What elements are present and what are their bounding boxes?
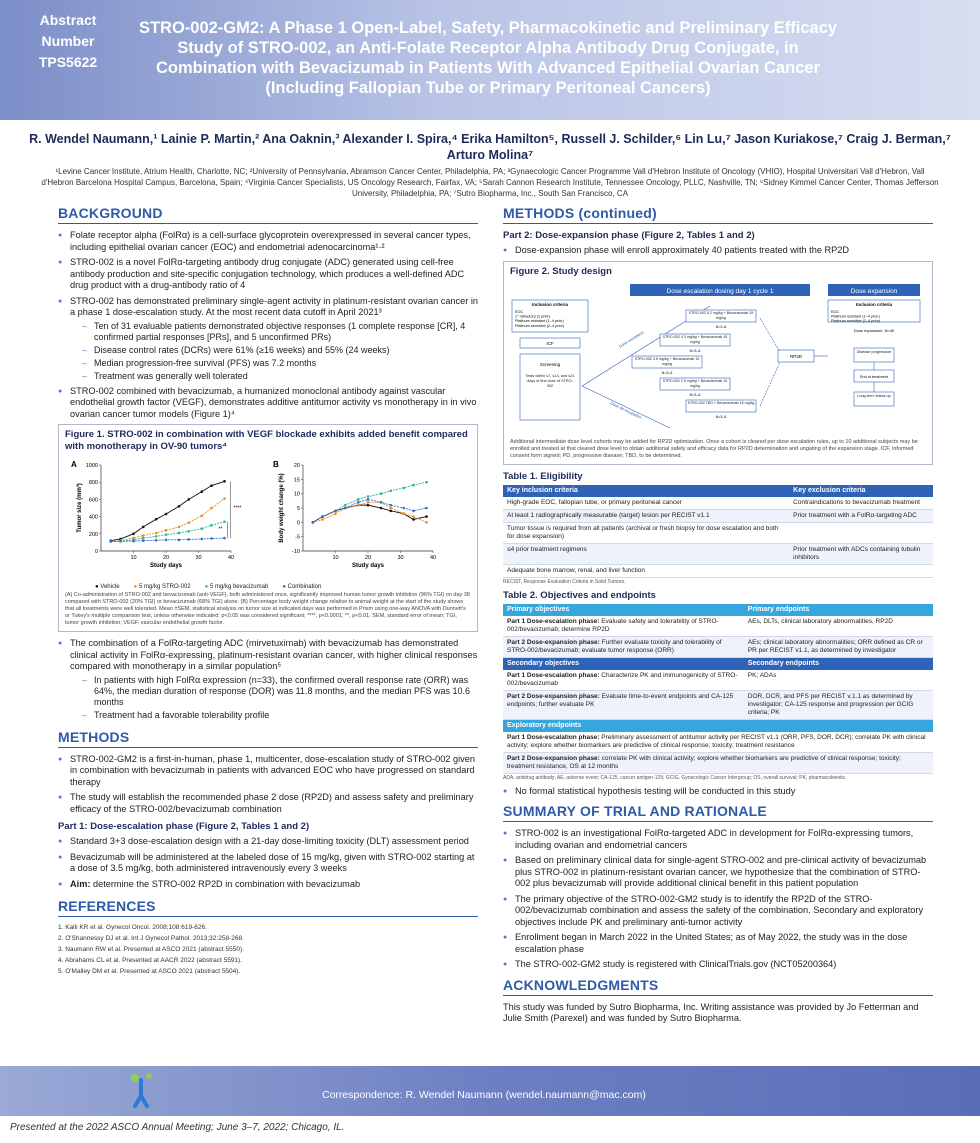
screening-label: Screening — [539, 361, 561, 367]
data-point — [389, 510, 392, 513]
left-column — [58, 205, 478, 978]
right-column — [503, 205, 933, 1025]
dose-tbd-text: STRO-002 TBD + Bevacizumab 15 mg/kg — [687, 400, 755, 405]
table-header: Secondary endpoints — [744, 657, 933, 670]
poster-title: STRO-002-GM2: A Phase 1 Open-Label, Safety, Pharmacokinetic and Preliminary Efficacy Study of STRO-002, an Anti-Folate Receptor Alpha Antibody Drug Conjugate, in Combination with Bevacizumab in Patients With Advanced Epithelial Ovarian Cancer (Including Fallopian Tube or Primary Peritoneal Cancers) — [138, 19, 838, 97]
dose-2-9-text: STRO-002 2.9 mg/kg + Bevacizumab 15 mg/kg — [662, 378, 728, 387]
dose-5-2-text: STRO-002 5.2 mg/kg + Bevacizumab 15 mg/kg — [688, 310, 754, 319]
data-point — [334, 510, 337, 513]
table-cell: DOR, DCR, and PFS per RECIST v.1.1 as determined by investigator; CA-125 response and progression per GCIG criteria; PK — [744, 690, 933, 719]
summary-list — [503, 828, 933, 971]
table-header-row — [503, 657, 933, 670]
aim-label: Aim: — [70, 878, 91, 889]
phase-label: Part 1 Dose-escalation phase: — [507, 733, 600, 741]
figure-2-title: Figure 2. Study design — [510, 265, 612, 277]
table-header-row — [503, 604, 933, 616]
legend-bevacizumab: ● 5 mg/kg bevacizumab — [204, 584, 269, 590]
phase-label: Part 2 Dose-expansion phase: — [507, 638, 600, 646]
background-bullet: ● STRO-002 combined with bevacizumab, a humanized monoclonal antibody against vascular endothelial growth factor (VEGF), demonstrates additive antitumor activity vs monotherapy in in vivo ovarian cancer tumor models (Figure 1)⁴ — [58, 386, 478, 421]
data-point — [402, 507, 405, 510]
data-point — [142, 539, 145, 542]
figure-1-title: Figure 1. STRO-002 in combination with VEGF blockade exhibits added benefit compared with monotherapy in OV-90 tumors⁴ — [65, 429, 468, 452]
table-cell — [503, 690, 744, 719]
data-point — [321, 515, 324, 518]
data-point — [321, 518, 324, 521]
y-tick-label: 600 — [88, 497, 98, 504]
reference-item: 5. O'Malley DM et al. Presented at ASCO 2021 (abstract 5504). — [58, 968, 241, 975]
summary-bullet: ● The STRO-002-GM2 study is registered with ClinicalTrials.gov (NCT05200364) — [503, 959, 933, 971]
follow-up-label: Long-term follow-up — [857, 393, 891, 398]
references-list — [58, 923, 478, 977]
legend-stro002: ● 5 mg/kg STRO-002 — [133, 584, 191, 590]
figure-2-note: Additional intermediate dose level cohorts may be added for RP2D optimization. Once a cohort is cleared per dose escalation rules, up to 10 additional subjects may be enrolled and treated at that cleared dose level to obtain additional safety and efficacy data for RP2D determination and ungating of the expansion stage. ICF, informed consent form signed; PD, progressive disease; TBD, to be determined. — [510, 438, 918, 459]
antibody-icon — [115, 1066, 195, 1116]
progression-wrap — [854, 348, 894, 362]
dose-box-5-2-wrap — [686, 310, 756, 322]
methods-bullet: ● The study will establish the recommended phase 2 dose (RP2D) and assess safety and preliminary efficacy of the STRO-002/bevacizumab combination — [58, 792, 478, 815]
data-point — [367, 504, 370, 507]
reference-item: 1. Kalli KR et al. Gynecol Oncol. 2008;108:619-626. — [58, 924, 207, 931]
sub-bullet: – Disease control rates (DCRs) were 61% (≥16 weeks) and 55% (24 weeks) — [70, 345, 478, 356]
x-tick-label: 10 — [332, 555, 339, 561]
data-point — [187, 538, 190, 541]
objective-text: Further evaluate toxicity and tolerability of STRO-002/bevacizumab; evaluate tumor response (ORR) — [507, 638, 722, 654]
table-cell: Contraindications to bevacizumab treatment — [789, 497, 933, 510]
x-tick-label: 30 — [397, 555, 404, 561]
summary-bullet: ● Based on preliminary clinical data for single-agent STRO-002 and pre-clinical activity of bevacizumab plus STRO-002 in platinum-resistant ovarian cancer, we hypothesize that the combination of STRO-002 plus bevacizumab will provide additional clinical benefit in this patient population — [503, 855, 933, 890]
dose-boxes — [632, 310, 756, 419]
data-point — [187, 498, 190, 501]
table-header: Secondary objectives — [503, 657, 744, 670]
objective-text: Evaluate safety and tolerability of STRO-002/bevacizumab; determine RP2D — [507, 617, 719, 633]
y-tick-label: 10 — [293, 491, 300, 498]
objective-text: Preliminary assessment of antitumor activity per RECIST v1.1 (ORR, PFS, DOR, DCR); correlate PK with clinical activity; explore whether biomarkers are predictive of clinical response; toxicity; treatment resistance — [507, 733, 926, 749]
sub-bullet: – Ten of 31 evaluable patients demonstrated objective responses (1 complete response [CR], 4 confirmed partial responses [PRs], and 5 unconfirmed PRs) — [70, 321, 478, 343]
rp2d-label: RP2D — [789, 353, 803, 359]
y-tick-label: 5 — [296, 506, 300, 512]
significance-label: ** — [218, 526, 223, 533]
data-point — [367, 501, 370, 504]
table-row — [503, 732, 933, 753]
sub-bullet: – In patients with high FolRα expression (n=33), the confirmed overall response rate (ORR) was 64%, the median duration of response (DOR) was 11.8 months, and the median PFS was 10.6 months — [70, 675, 478, 708]
data-point — [223, 537, 226, 540]
n-label: N=3–6 — [689, 392, 701, 397]
data-point — [389, 490, 392, 493]
dose-box-tbd-wrap — [686, 400, 756, 412]
n-label: N=3–6 — [661, 370, 673, 375]
reference-item: 2. O'Shannessy DJ et al. Int J Gynecol Pathol. 2013;32:258-268. — [58, 935, 244, 942]
inclusion-right-text: EOC Platinum resistant (1–4 prior) Platinum sensitive (2–4 prior) — [831, 309, 881, 323]
data-point — [142, 526, 145, 529]
table-header-row — [503, 485, 933, 497]
tests-label-wrap — [524, 374, 576, 414]
methods-heading: METHODS — [58, 729, 478, 748]
table-cell — [503, 732, 933, 753]
correspondence: Correspondence: R. Wendel Naumann (wendel.naumann@mac.com) — [322, 1089, 646, 1101]
data-point — [210, 524, 213, 527]
figure-1 — [58, 424, 478, 632]
phase-label: Part 1 Dose-escalation phase: — [507, 617, 600, 625]
background-bullet — [58, 638, 478, 721]
data-point — [357, 504, 360, 507]
summary-bullet: ● The primary objective of the STRO-002-GM2 study is to identify the RP2D of the STRO-002/bevacizumab combination and assess the safety of the combination. Secondary and exploratory objectives include PK and preliminary anti-tumor activity — [503, 894, 933, 929]
data-point — [344, 504, 347, 507]
table-cell — [789, 564, 933, 577]
tests-label: Tests within ≤7, ≤14, and ≤21 days of first dose of STRO-002 — [525, 373, 575, 388]
methods-list — [58, 754, 478, 816]
n-label: N=3–6 — [715, 324, 727, 329]
x-tick-label: 20 — [364, 555, 372, 561]
flow-line — [760, 318, 780, 352]
legend-label: Vehicle — [100, 584, 120, 590]
data-point — [155, 535, 158, 538]
summary-bullet: ● STRO-002 is an investigational FolRα-targeted ADC in development for FolRα-expressing tumors, including ovarian and endometrial cancers — [503, 828, 933, 851]
data-point — [380, 507, 383, 510]
table-row — [503, 564, 933, 577]
data-point — [357, 501, 360, 504]
data-point — [200, 538, 203, 541]
data-point — [223, 520, 226, 523]
data-point — [412, 484, 415, 487]
data-point — [142, 534, 145, 537]
data-point — [412, 518, 415, 521]
progression-label: Disease progression — [856, 349, 892, 354]
series-line — [313, 499, 427, 522]
table-row — [503, 636, 933, 657]
table-row — [503, 670, 933, 691]
background-sublist — [70, 675, 478, 721]
data-point — [119, 540, 122, 543]
aim-text: determine the STRO-002 RP2D in combination with bevacizumab — [92, 878, 361, 889]
bullet-text: STRO-002 has demonstrated preliminary single-agent activity in platinum-resistant ovarian cancer in a phase 1 dose-escalation study. At the most recent data cutoff in April 2021³ — [70, 295, 479, 317]
expansion-n-label: Dose expansion, N=40 — [853, 327, 895, 333]
table-header-row — [503, 719, 933, 732]
background-bullet — [58, 296, 478, 382]
study-design-diagram — [510, 282, 926, 432]
table-cell: ≤4 prior treatment regimens — [503, 543, 789, 564]
dose-box-2-9-wrap — [660, 378, 730, 390]
data-point — [425, 507, 428, 510]
table-row — [503, 543, 933, 564]
x-axis-label: Study days — [149, 563, 183, 569]
data-point — [200, 514, 203, 517]
data-point — [155, 539, 158, 542]
sub-bullet: – Treatment was generally well tolerated — [70, 371, 478, 382]
data-point — [178, 539, 181, 542]
data-point — [200, 527, 203, 530]
data-point — [389, 507, 392, 510]
dose-4-3-text: STRO-002 4.3 mg/kg + Bevacizumab 15 mg/kg — [662, 334, 728, 343]
stats-list — [503, 786, 933, 798]
table-row — [503, 522, 933, 543]
table-header: Key exclusion criteria — [789, 485, 933, 497]
table-row — [503, 616, 933, 637]
part2-bullet: ● Dose-expansion phase will enroll approximately 40 patients treated with the RP2D — [503, 245, 933, 257]
affiliations: ¹Levine Cancer Institute, Atrium Health, Charlotte, NC; ²University of Pennsylvania, Abramson Cancer Center, Philadelphia, PA; ³Gynaecologic Cancer Programme Vall d'Hebron Institute of Oncology (VHIO), Hospital Universitari Vall d'Hebron, Vall d'Hebron Barcelona Hospital Campus, Barcelona, Spain; ⁴Virginia Cancer Specialists, US Oncology Research, Fairfax, VA; ⁵Sarah Cannon Research Institute, Tennessee Oncology, PLLC, Nashville, TN; ⁶Sidney Kimmel Cancer Center, Thomas Jefferson University, Philadelphia, PA; ⁷Sutro Biopharma, Inc., South San Francisco, CA — [41, 167, 939, 198]
y-tick-label: 400 — [88, 514, 98, 521]
table-cell: Adequate bone marrow, renal, and liver function — [503, 564, 789, 577]
legend-label: 5 mg/kg bevacizumab — [209, 584, 269, 590]
part1-bullet: ● Standard 3+3 dose-escalation design with a 21-day dose-limiting toxicity (DLT) assessment period — [58, 836, 478, 848]
dose-escalation-label: Dose escalation — [617, 329, 645, 349]
panel-label: A — [71, 460, 77, 469]
methods-continued-heading: METHODS (continued) — [503, 205, 933, 224]
flow-line — [760, 362, 780, 406]
icf-label: ICF — [546, 340, 554, 346]
data-point — [165, 529, 168, 532]
part1-list — [58, 836, 478, 890]
data-point — [223, 497, 226, 500]
y-axis-label: Tumor size (mm³) — [77, 483, 83, 533]
legend-label: 5 mg/kg STRO-002 — [138, 584, 191, 590]
data-point — [200, 490, 203, 493]
x-tick-label: 20 — [162, 555, 170, 561]
data-point — [178, 532, 181, 535]
ack-text: This study was funded by Sutro Biopharma, Inc. Writing assistance was provided by Jo Fetterman and Julie Smith (Parexel) and was funded by Sutro Biopharma. — [503, 1001, 919, 1023]
background-list-2 — [58, 638, 478, 721]
data-point — [132, 540, 135, 543]
data-point — [165, 513, 168, 516]
data-point — [380, 501, 383, 504]
stats-bullet: ● No formal statistical hypothesis testing will be conducted in this study — [503, 786, 933, 798]
table-2-note: ADA, antidrug antibody; AE, adverse event; CA-125, cancer antigen-125; GCIG, Gynecologic Cancer Intergroup; OS, overall survival; PK, pharmacokinetic. — [503, 774, 847, 781]
dose-box-4-3-wrap — [660, 334, 730, 346]
table-cell: AEs, DLTs, clinical laboratory abnormalities, RP2D — [744, 616, 933, 637]
x-tick-label: 40 — [429, 555, 437, 561]
table-cell: AEs; clinical laboratory abnormalities; ORR defined as CR or PR per RECIST v1.1, as determined by investigator — [744, 636, 933, 657]
author-list: R. Wendel Naumann,¹ Lainie P. Martin,² Ana Oaknin,³ Alexander I. Spira,⁴ Erika Hamilton⁵, Russell J. Schilder,⁶ Lin Lu,⁷ Jason Kuriakose,⁷ Craig J. Berman,⁷ Arturo Molina⁷ — [29, 132, 951, 162]
table-cell — [789, 522, 933, 543]
data-point — [367, 495, 370, 498]
data-point — [210, 537, 213, 540]
table-row — [503, 497, 933, 510]
eligibility-table — [503, 485, 933, 578]
references-heading: REFERENCES — [58, 898, 478, 917]
part1-heading: Part 1: Dose-escalation phase (Figure 2, Tables 1 and 2) — [58, 821, 310, 832]
part1-bullet: ● Bevacizumab will be administered at the labeled dose of 15 mg/kg, given with STRO-002 starting at a dose of 3.5 mg/kg, both administered intravenously every 3 weeks — [58, 852, 478, 875]
abstract-number: TPS5622 — [38, 54, 98, 70]
bullet-text: The combination of a FolRα-targeting ADC (mirvetuximab) with bevacizumab has demonstrated clinical activity in FolRα-expressing, platinum-resistant ovarian cancer, with higher clinical responses compared with monotherapy in a similar population⁵ — [70, 638, 478, 671]
figure-2 — [503, 261, 933, 465]
part2-list — [503, 245, 933, 257]
background-bullet: ● STRO-002 is a novel FolRα-targeting antibody drug conjugate (ADC) generated using cell-free antibody production and site-specific conjugation technology, which produces a well-defined ADC drug product with a drug-antibody ratio of 4 — [58, 257, 478, 292]
sub-bullet: – Median progression-free survival (PFS) was 7.2 months — [70, 358, 478, 369]
table-header: Key inclusion criteria — [503, 485, 789, 497]
data-point — [402, 512, 405, 515]
data-point — [109, 540, 112, 543]
figure-1-legend — [95, 584, 471, 590]
table-cell — [503, 752, 933, 773]
figure-1-charts — [65, 457, 471, 577]
table-1-note: RECIST, Response Evaluation Criteria in Solid Tumors. — [503, 578, 626, 585]
table-2-title: Table 2. Objectives and endpoints — [503, 589, 656, 601]
end-treatment-label: End of treatment — [859, 374, 889, 379]
series-line — [111, 538, 225, 541]
sub-bullet: – Treatment had a favorable tolerability profile — [70, 710, 478, 721]
legend-label: Combination — [287, 584, 322, 590]
data-point — [425, 515, 428, 518]
data-point — [223, 480, 226, 483]
table-row — [503, 690, 933, 719]
dose-3-5-text: STRO-002 3.5 mg/kg + Bevacizumab 15 mg/kg — [634, 356, 700, 365]
table-cell: High-grade EOC, fallopian tube, or primary peritoneal cancer — [503, 497, 789, 510]
data-point — [311, 521, 314, 524]
data-point — [187, 521, 190, 524]
data-point — [412, 515, 415, 518]
inclusion-left-title: Inclusion criteria — [531, 301, 569, 307]
panel-label: B — [273, 460, 279, 469]
table-cell: Prior treatment with a FolRα-targeting ADC — [789, 509, 933, 522]
legend-vehicle: ● Vehicle — [95, 584, 120, 590]
phase-label: Part 1 Dose-escalation phase: — [507, 671, 600, 679]
summary-heading: SUMMARY OF TRIAL AND RATIONALE — [503, 803, 933, 822]
summary-bullet: ● Enrollment began in March 2022 in the United States; as of May 2022, the study was in the dose escalation phase — [503, 932, 933, 955]
inclusion-left-text: EOC 1° refractory (1 prior) Platinum resistant (1–4 prior) Platinum sensitive (2–4 prior) — [515, 309, 565, 328]
table-cell — [503, 670, 744, 691]
series-line — [111, 499, 225, 542]
y-tick-label: 800 — [88, 480, 98, 487]
x-tick-label: 30 — [195, 555, 202, 561]
legend-combination: ● Combination — [282, 584, 322, 590]
table-row — [503, 509, 933, 522]
y-tick-label: 200 — [88, 531, 98, 538]
y-axis-label: Body weight change (%) — [279, 473, 285, 543]
part1-bullet — [58, 879, 478, 891]
table-header: Primary endpoints — [744, 604, 933, 616]
n-label: N=3–6 — [715, 414, 727, 419]
x-tick-label: 40 — [227, 555, 235, 561]
objective-text: Evaluate time-to-event endpoints and CA-125 endpoints; further evaluate PK — [507, 692, 734, 708]
data-point — [210, 507, 213, 510]
data-point — [142, 537, 145, 540]
escalation-header: Dose escalation dosing day 1 cycle 1 — [666, 287, 774, 295]
data-point — [425, 481, 428, 484]
objectives-table — [503, 604, 933, 774]
table-cell: PK; ADAs — [744, 670, 933, 691]
data-point — [425, 521, 428, 524]
y-tick-label: -10 — [292, 549, 300, 555]
objective-text: correlate PK with clinical activity; explore whether biomarkers are predictive of clinical response; toxicity; treatment resistance, OS at 12 months — [507, 754, 901, 770]
inclusion-right-title: Inclusion criteria — [855, 301, 893, 307]
y-tick-label: 0 — [94, 549, 98, 555]
data-point — [155, 518, 158, 521]
abstract-label: Abstract Number — [39, 12, 97, 49]
data-point — [178, 526, 181, 529]
data-point — [155, 532, 158, 535]
data-point — [210, 484, 213, 487]
data-point — [165, 533, 168, 536]
reference-item: 4. Abrahams CL et al. Presented at AACR 2022 (abstract 5591). — [58, 957, 243, 964]
presented-at: Presented at the 2022 ASCO Annual Meeting; June 3–7, 2022; Chicago, IL. — [10, 1122, 345, 1133]
y-tick-label: 15 — [293, 477, 300, 484]
part2-heading: Part 2: Dose-expansion phase (Figure 2, Tables 1 and 2) — [503, 230, 755, 241]
data-point — [357, 498, 360, 501]
expansion-header: Dose expansion — [850, 287, 898, 295]
table-header: Primary objectives — [503, 604, 744, 616]
data-point — [344, 507, 347, 510]
phase-label: Part 2 Dose-expansion phase: — [507, 692, 600, 700]
y-tick-label: -5 — [295, 534, 300, 541]
dose-deescalation-label: Dose de-escalation — [609, 399, 643, 420]
background-heading: BACKGROUND — [58, 205, 478, 224]
reference-item: 3. Naumann RW et al. Presented at ASCO 2021 (abstract 5550). — [58, 946, 244, 953]
x-tick-label: 10 — [130, 555, 137, 561]
data-point — [367, 498, 370, 501]
table-header: Exploratory endpoints — [503, 719, 933, 732]
follow-up-wrap — [854, 392, 894, 406]
data-point — [187, 530, 190, 533]
abstract-number-block — [16, 10, 120, 73]
n-label: N=3–6 — [689, 348, 701, 353]
y-tick-label: 0 — [296, 520, 300, 527]
y-tick-label: 1000 — [85, 463, 98, 469]
data-point — [389, 504, 392, 507]
dose-box-3-5-wrap — [632, 356, 702, 368]
table-1-title: Table 1. Eligibility — [503, 470, 583, 482]
background-list — [58, 230, 478, 420]
methods-bullet: ● STRO-002-GM2 is a first-in-human, phase 1, multicenter, dose-escalation study of STRO-002 given in combination with bevacizumab in patients with advanced EOC who have progressed on standard therapy — [58, 754, 478, 789]
ack-heading: ACKNOWLEDGMENTS — [503, 977, 933, 996]
background-sublist — [70, 321, 478, 382]
figure-1-note: (A) Co-administration of STRO-002 and bevacizumab (anti-VEGF), both administered once, significantly improved human tumor growth inhibition (96% TGI) on day 38 compared with STRO-002 (20% TGI) or bevacizumab (68% TGI) alone. (B) Percentage body weight change relative to animal weight at the start of the study shows that all treatments were well tolerated. Mean ±SEM, statistical analysis on tumor size at indicated days was performed in Prism using one-way ANOVA with Dunnett's or Tukey's multiple comparison test, unless otherwise indicated: p<0.05 was considered significant; ****, p<0.0001; **, p<0.01. SEM, standard error of mean; TGI, tumor growth inhibition; VEGF, vascular endothelial growth factor. — [65, 592, 470, 626]
table-cell: Tumor tissue is required from all patients (archival or fresh biopsy for dose escalation and both for dose expansion) — [503, 522, 789, 543]
table-cell: Prior treatment with ADCs containing tubulin inhibitors — [789, 543, 933, 564]
data-point — [334, 512, 337, 515]
background-bullet: ● Folate receptor alpha (FolRα) is a cell-surface glycoprotein overexpressed in several cancer types, including epithelial ovarian cancer (EOC) and endometrial adenocarcinoma¹·² — [58, 230, 478, 253]
objective-text: Characterize PK and immunogenicity of STRO-002/bevacizumab — [507, 671, 738, 687]
table-row — [503, 752, 933, 773]
significance-label: **** — [233, 505, 242, 512]
y-tick-label: 20 — [293, 463, 300, 469]
data-point — [165, 539, 168, 542]
data-point — [402, 487, 405, 490]
data-point — [412, 510, 415, 513]
table-cell — [503, 616, 744, 637]
x-axis-label: Study days — [351, 563, 385, 569]
table-cell: At least 1 radiographically measurable (target) lesion per RECIST v1.1 — [503, 509, 789, 522]
phase-label: Part 2 Dose-expansion phase: — [507, 754, 600, 762]
table-cell — [503, 636, 744, 657]
data-point — [132, 533, 135, 536]
data-point — [178, 505, 181, 508]
data-point — [380, 492, 383, 495]
